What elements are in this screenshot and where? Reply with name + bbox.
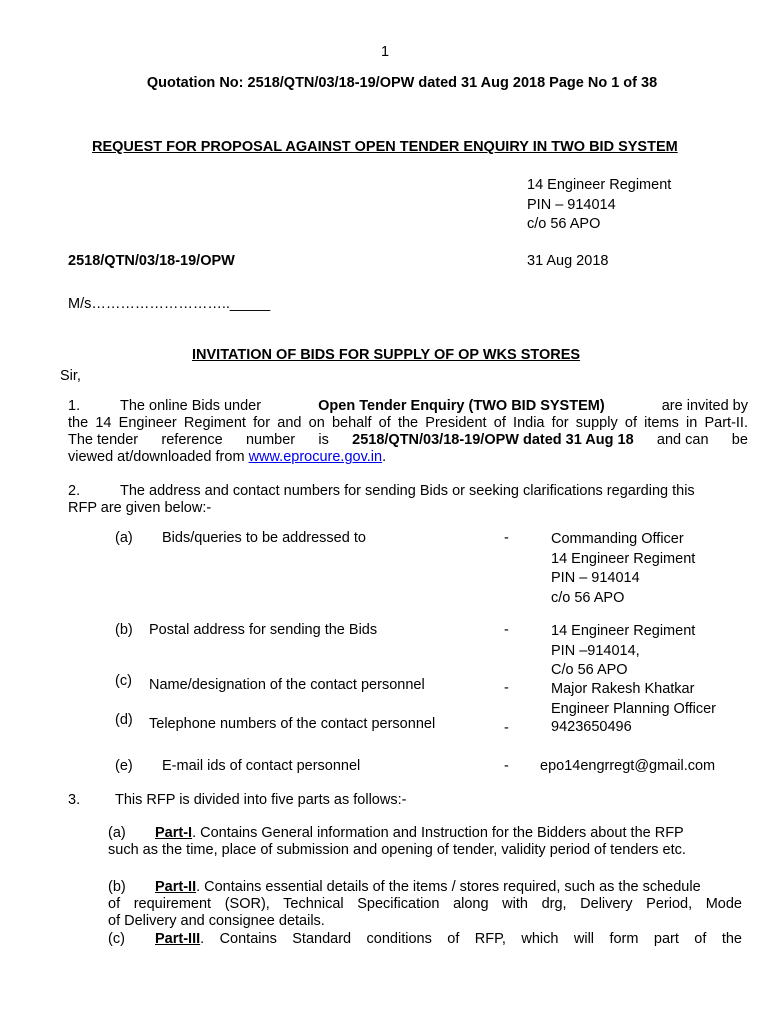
contact-dash: - xyxy=(504,758,509,774)
para3-number: 3. xyxy=(68,792,81,808)
contact-value-line: 14 Engineer Regiment xyxy=(551,550,696,567)
part-ii-line2: of requirement (SOR), Technical Specification along with drg, Delivery Period, Mode xyxy=(108,896,742,912)
contact-value-line: Commanding Officer xyxy=(551,531,684,547)
sender-address-line: 14 Engineer Regiment xyxy=(527,177,672,193)
contact-label: (d) xyxy=(115,712,133,728)
contact-field: Name/designation of the contact personnel xyxy=(149,677,425,693)
para1-word: The tender xyxy=(68,432,139,448)
part-ii-line1 xyxy=(155,879,701,895)
page-number: 1 xyxy=(380,44,390,60)
contact-value-line: C/o 56 APO xyxy=(551,662,628,678)
contact-label: (b) xyxy=(115,622,133,638)
para1-text: are invited by xyxy=(661,398,748,414)
part-description: . Contains essential details of the items / stores required, such as the schedule xyxy=(196,879,701,895)
para1-text: viewed at/downloaded from xyxy=(68,449,249,465)
part-description: . Contains Standard conditions of RFP, which will form part of the xyxy=(200,931,742,947)
contact-value-line: c/o 56 APO xyxy=(551,589,625,606)
part-ii-line3: of Delivery and consignee details. xyxy=(108,913,325,929)
para1-word: and can xyxy=(656,432,709,448)
part-iii-line1 xyxy=(155,931,742,947)
para1-number: 1. xyxy=(68,398,81,414)
para1-word: number xyxy=(245,432,296,448)
para1-word: be xyxy=(731,432,748,448)
part-description: . Contains General information and Instruction for the Bidders about the RFP xyxy=(192,825,684,841)
part-name: Part-II xyxy=(155,879,197,895)
part-name: Part-III xyxy=(155,931,201,947)
contact-value xyxy=(551,622,695,681)
para1-word: is xyxy=(318,432,329,448)
para2-line2: RFP are given below:- xyxy=(68,500,212,516)
quotation-header: Quotation No: 2518/QTN/03/18-19/OPW dated 31 Aug 2018 Page No 1 of 38 xyxy=(146,75,658,91)
contact-field: Bids/queries to be addressed to xyxy=(162,530,366,546)
part-i-line2: such as the time, place of submission and opening of tender, validity period of tenders etc. xyxy=(108,842,686,858)
para1-word: reference xyxy=(161,432,223,448)
sender-address-line: PIN – 914014 xyxy=(527,196,616,213)
para1-text: The online Bids under xyxy=(120,398,262,414)
contact-value: 9423650496 xyxy=(551,719,632,735)
contact-label: (c) xyxy=(115,673,132,689)
part-label: (b) xyxy=(108,879,126,895)
subject-line: INVITATION OF BIDS FOR SUPPLY OF OP WKS STORES xyxy=(192,347,581,363)
contact-value-line: PIN –914014, xyxy=(551,642,640,659)
contact-value-line: 14 Engineer Regiment xyxy=(551,623,696,639)
contact-value xyxy=(551,530,695,608)
contact-label: (a) xyxy=(115,530,133,546)
contact-field: E-mail ids of contact personnel xyxy=(162,758,361,774)
contact-value-line: PIN – 914014 xyxy=(551,570,640,586)
document-title: REQUEST FOR PROPOSAL AGAINST OPEN TENDER ENQUIRY IN TWO BID SYSTEM xyxy=(92,139,678,155)
para1-text: . xyxy=(382,449,387,465)
addressee: M/s……………………….._____ xyxy=(68,296,271,312)
sender-address xyxy=(527,176,671,235)
para1-line2: the 14 Engineer Regiment for and on behalf of the President of India for supply of items in Part-II. xyxy=(68,415,748,431)
part-i-line1 xyxy=(155,825,684,841)
para1-tender-reference: 2518/QTN/03/18-19/OPW dated 31 Aug 18 xyxy=(352,432,634,448)
contact-value-line: Major Rakesh Khatkar xyxy=(551,681,695,697)
salutation: Sir, xyxy=(60,368,81,384)
para1-line3 xyxy=(68,432,748,448)
part-name: Part-I xyxy=(155,825,193,841)
contact-value xyxy=(551,680,716,719)
sender-address-line: c/o 56 APO xyxy=(527,216,601,232)
contact-label: (e) xyxy=(115,758,133,774)
contact-field: Telephone numbers of the contact personnel xyxy=(149,716,436,732)
contact-field: Postal address for sending the Bids xyxy=(149,622,378,638)
para1-line1 xyxy=(120,398,748,414)
para2-number: 2. xyxy=(68,483,81,499)
para3-text: This RFP is divided into five parts as follows:- xyxy=(115,792,407,808)
contact-dash: - xyxy=(504,680,509,696)
contact-dash: - xyxy=(504,530,509,546)
part-label: (a) xyxy=(108,825,126,841)
para1-tender-type: Open Tender Enquiry (TWO BID SYSTEM) xyxy=(318,398,605,414)
contact-email: epo14engrregt@gmail.com xyxy=(540,758,716,774)
contact-dash: - xyxy=(504,720,509,736)
reference-number: 2518/QTN/03/18-19/OPW xyxy=(68,253,235,269)
contact-value-line: Engineer Planning Officer xyxy=(551,700,716,717)
contact-dash: - xyxy=(504,622,509,638)
part-label: (c) xyxy=(108,931,125,947)
eprocure-link[interactable]: www.eprocure.gov.in xyxy=(248,449,383,465)
reference-date: 31 Aug 2018 xyxy=(527,253,609,269)
para1-line4 xyxy=(68,449,386,465)
para2-line1: The address and contact numbers for sending Bids or seeking clarifications regarding this xyxy=(120,483,695,499)
